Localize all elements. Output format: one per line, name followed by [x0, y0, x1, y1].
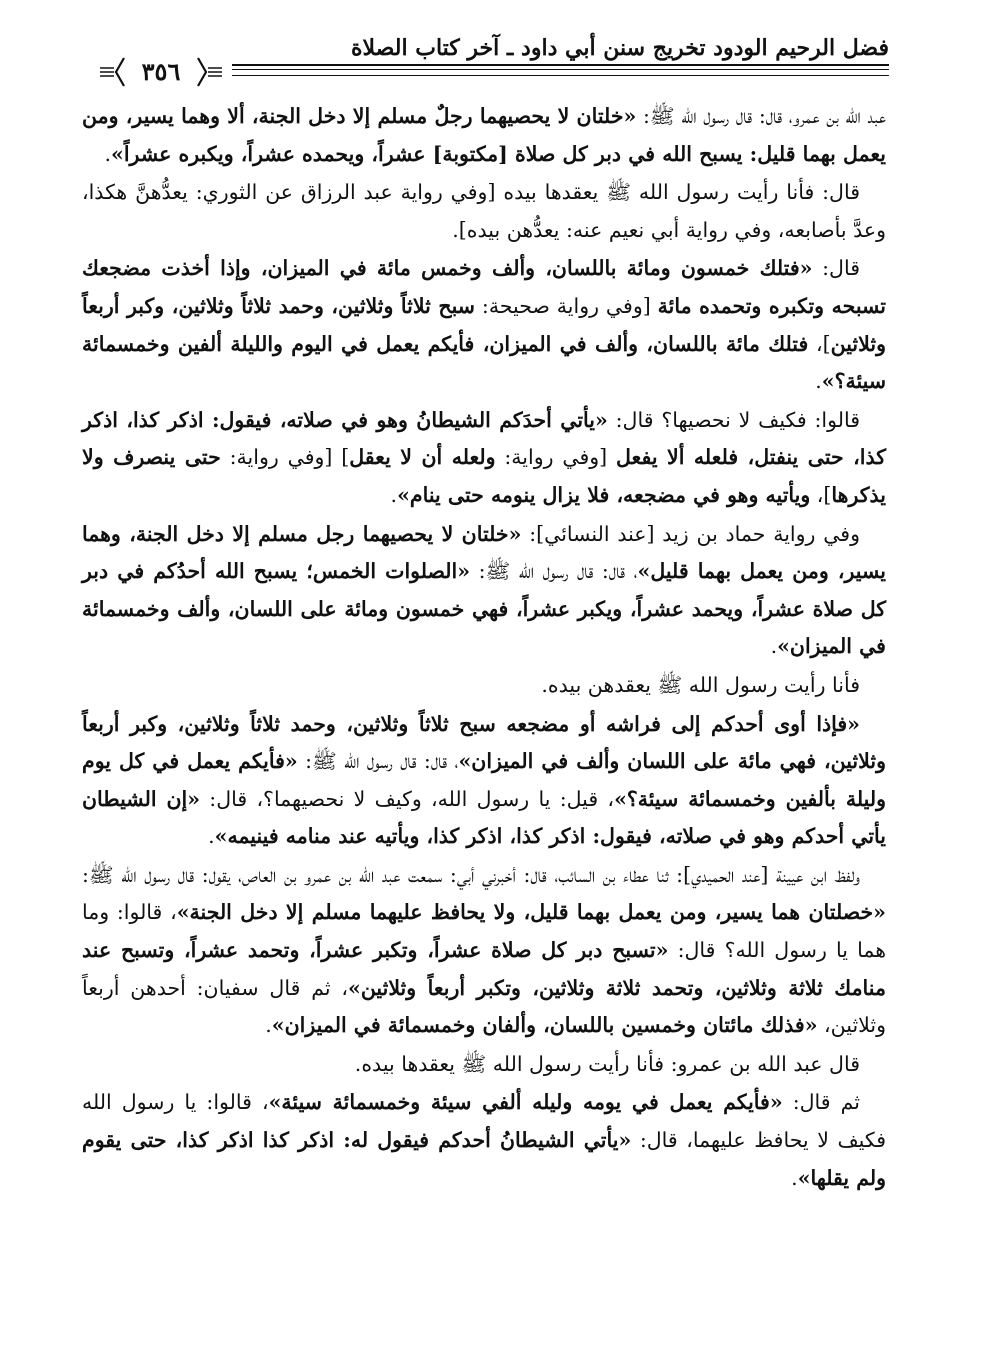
narration-text: .	[390, 482, 398, 507]
narration-text: قال: فأنا رأيت رسول الله ﷺ يعقدها بيده [وفي رواية عبد الرزاق عن الثوري: يعدُّهنَّ هكذا، وعدَّ بأصابعه، وفي رواية أبي نعيم عنه: يعدُّهن بيده].	[82, 180, 886, 242]
hadith-quote-text: «الصلوات الخمس؛ يسبح الله أحدُكم في دبر كل صلاة عشراً، ويحمد عشراً، ويكبر عشراً، فهي خمسون ومائة على اللسان، وألف وخمسمائة في الميزان»	[82, 559, 886, 659]
hadith-quote-text: «فتلك خمسون ومائة باللسان، وألف وخمس مائة في الميزان، وإذا أخذت مضجعك تسبحه وتكبره وتحمده مائة	[82, 256, 887, 318]
hadith-quote-text: «فذلك مائتان وخمسين باللسان، وألفان وخمسمائة في الميزان»	[271, 1013, 818, 1038]
narration-text: .	[815, 369, 822, 394]
narration-text: ]،	[810, 482, 832, 507]
narration-text: ، قالوا: وما هما يا رسول الله؟ قال:	[82, 900, 887, 963]
hadith-quote-text: سبح ثلاثاً وثلاثين، وحمد ثلاثاً وثلاثين، وكبر أربعاً وثلاثين	[82, 293, 886, 356]
narration-text: ولفظ ابن عيينة [عند الحميدي]: ثنا عطاء بن السائب، قال: أخبرني أبي: سمعت عبد الله بن عمرو بن العاص، يقول: قال رسول الله ﷺ:	[82, 862, 860, 887]
narration-text: [وفي رواية صحيحة:	[474, 293, 658, 318]
paragraph	[82, 857, 886, 1045]
hadith-quote-text: «إن الشيطان يأتي أحدكم وهو في صلاته، فيقول: اذكر كذا، اذكر كذا، ويأتيه عند منامه فينيمه»	[82, 786, 886, 849]
hadith-quote-text: حتى ينصرف ولا يذكرها	[82, 445, 886, 507]
paragraph	[82, 516, 886, 666]
paragraph	[82, 250, 886, 400]
narration-text: ، قيل: يا رسول الله، وكيف لا نحصيهما؟، قال:	[200, 786, 615, 811]
hadith-quote-text: ويأتيه وهو في مضجعه، فلا يزال ينومه حتى ينام»	[397, 482, 811, 507]
narration-text: وفي رواية حماد بن زيد [عند النسائي]:	[521, 521, 860, 546]
paragraph	[82, 1046, 886, 1084]
narration-text: .	[104, 141, 111, 166]
paragraph	[82, 706, 886, 856]
header-rule-bottom	[232, 75, 889, 76]
header-rule-top	[232, 64, 889, 66]
hadith-quote-text: فتلك مائة باللسان، وألف في الميزان، فأيكم يعمل في اليوم والليلة ألفين وخمسمائة سيئة؟»	[82, 331, 886, 394]
hadith-quote-text: ولعله أن لا يعقل	[349, 445, 496, 470]
hadith-quote-text: «خلتان لا يحصيهما رجلٌ مسلم إلا دخل الجنة، ألا وهما يسير، ومن يعمل بهما قليل: يسبح الله في دبر كل صلاة [مكتوبة] عشراً، ويحمده عشراً، ويكبره عشراً»	[82, 104, 886, 166]
hadith-quote-text: «خلتان لا يحصيهما رجل مسلم إلا دخل الجنة، وهما يسير، ومن يعمل بهما قليل»	[82, 521, 886, 584]
narration-text: عبد الله بن عمرو، قال: قال رسول الله ﷺ:	[636, 104, 886, 128]
paragraph	[82, 174, 886, 249]
narration-text: .	[208, 824, 215, 849]
narration-text: قال:	[812, 256, 860, 281]
paragraph	[82, 402, 886, 515]
narration-text: [وفي رواية:	[495, 445, 617, 470]
narration-text: ] [وفي رواية:	[220, 445, 350, 470]
hadith-quote-text: «فأيكم يعمل في كل يوم وليلة بألفين وخمسمائة سيئة؟»	[82, 749, 886, 811]
hadith-quote-text: «تسبح دبر كل صلاة عشراً، وتكبر عشراً، وتحمد عشراً، وتسبح عند منامك ثلاثة وثلاثين، وتحمد ثلاثة وثلاثين، وتكبر أربعاً وثلاثين»	[82, 938, 886, 1000]
running-header-title: فضل الرحيم الودود تخريج سنن أبي داود ـ آخر كتاب الصلاة	[351, 35, 889, 61]
narration-text: ]،	[808, 331, 831, 356]
header-rule-middle	[232, 69, 889, 70]
main-text	[82, 98, 886, 1198]
hadith-quote-text: «فإذا أوى أحدكم إلى فراشه أو مضجعه سبح ثلاثاً وثلاثين، وحمد ثلاثاً وثلاثين، وكبر أربعاً وثلاثين، فهي مائة على اللسان وألف في الميزان»	[82, 711, 886, 774]
narration-text: .	[791, 1165, 798, 1190]
hadith-quote-text: «خصلتان هما يسير، ومن يعمل بهما قليل، ولا يحافظ عليهما مسلم إلا دخل الجنة»	[176, 900, 886, 925]
narration-text: ثم قال:	[782, 1090, 861, 1115]
narration-text: قال عبد الله بن عمرو: فأنا رأيت رسول الله ﷺ يعقدها بيده.	[354, 1051, 860, 1076]
paragraph	[82, 1084, 886, 1197]
narration-text: ، ثم قال سفيان: أحدهن أربعاً وثلاثين،	[82, 975, 886, 1038]
narration-text: .	[265, 1013, 272, 1038]
narration-text: .	[770, 634, 778, 659]
page-number-badge	[100, 54, 222, 90]
narration-text: قالوا: فكيف لا نحصيها؟ قال:	[607, 407, 860, 432]
page-number: ٣٥٦	[141, 57, 181, 86]
narration-text: ، قال: قال رسول الله ﷺ:	[297, 749, 459, 774]
narration-text: فأنا رأيت رسول الله ﷺ يعقدهن بيده.	[541, 672, 860, 697]
paragraph	[82, 98, 886, 173]
hadith-quote-text: «يأتي الشيطانُ أحدكم فيقول له: اذكر كذا اذكر كذا، حتى يقوم ولم يقلها»	[82, 1128, 886, 1190]
narration-text: ، قال: قال رسول الله ﷺ:	[470, 559, 638, 584]
hadith-quote-text: «فأيكم يعمل في يومه وليله ألفي سيئة وخمسمائة سيئة»	[268, 1090, 783, 1115]
hadith-quote-text: «يأتي أحدَكم الشيطانُ وهو في صلاته، فيقول: اذكر كذا، اذكر كذا، حتى ينفتل، فلعله ألا يفعل	[82, 407, 887, 470]
narration-text: ، قالوا: يا رسول الله فكيف لا يحافظ عليهما، قال:	[82, 1090, 886, 1153]
paragraph	[82, 667, 886, 705]
